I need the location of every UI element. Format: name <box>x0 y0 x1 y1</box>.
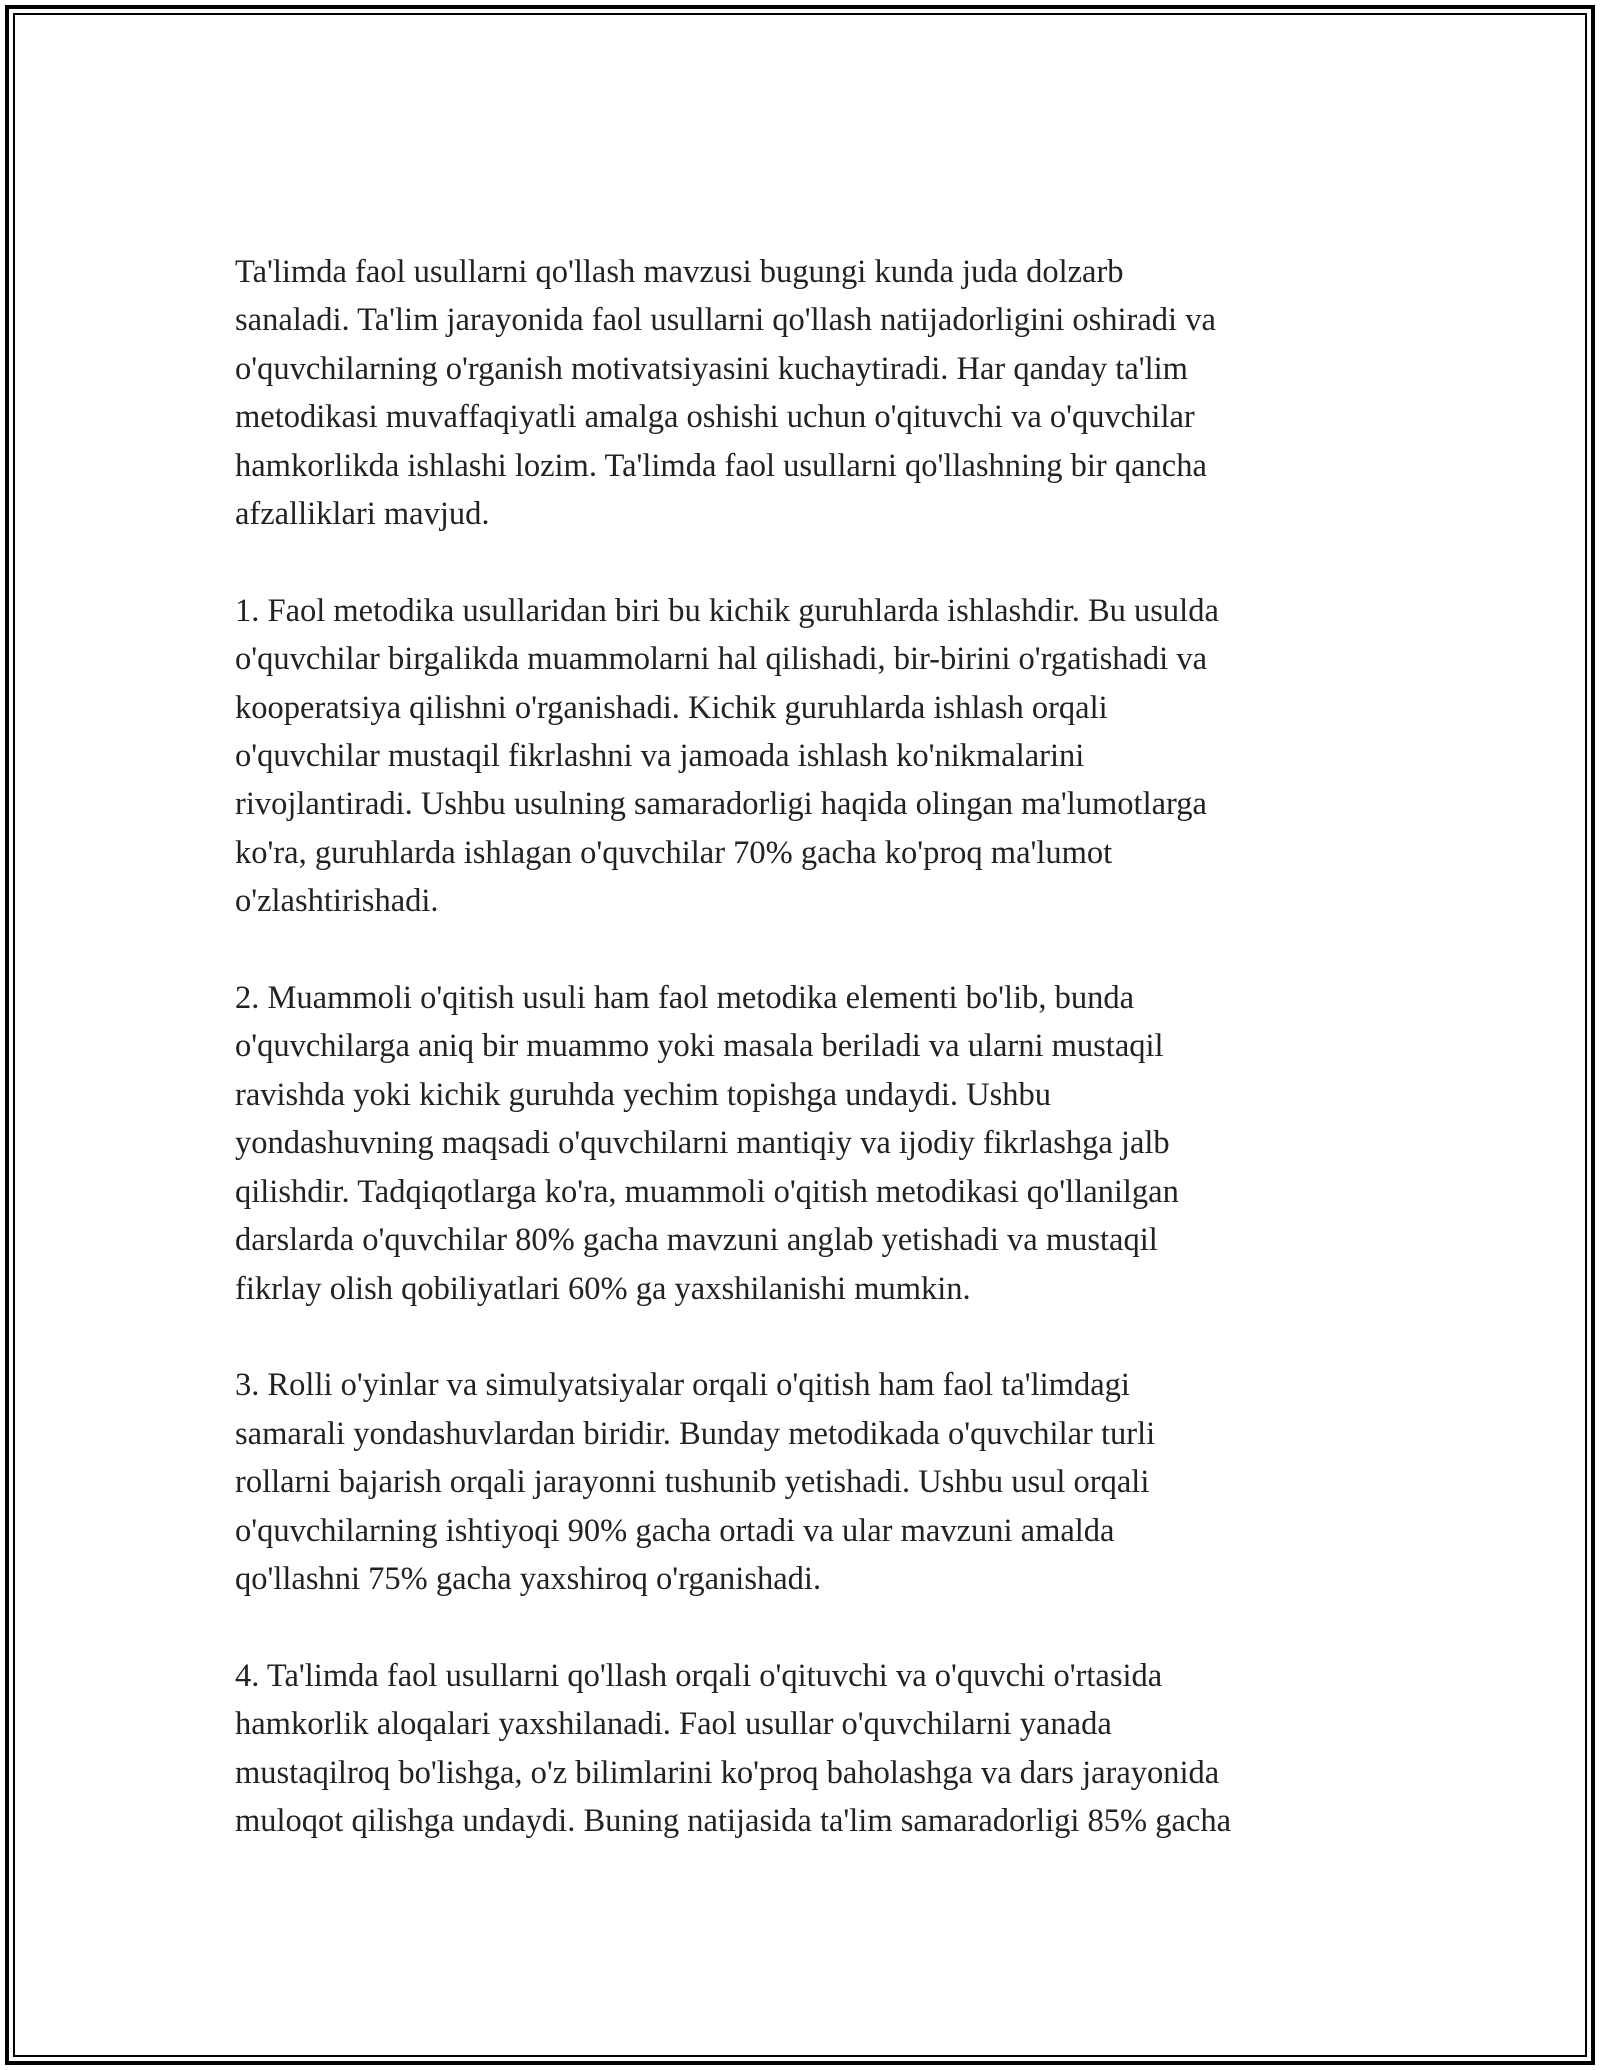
point-3-paragraph: 3. Rolli o'yinlar va simulyatsiyalar orqali o'qitish ham faol ta'limdagi samarali yondashuvlardan biridir. Bunday metodikada o'quvchilar turli rollarni bajarish orqali jarayonni tushunib yetishadi. Ushbu usul orqali o'quvchilarning ishtiyoqi 90% gacha ortadi va ular mavzuni amalda qo'llashni 75% gacha yaxshiroq o'rganishadi. <box>235 1367 1156 1597</box>
point-1-paragraph: 1. Faol metodika usullaridan biri bu kichik guruhlarda ishlashdir. Bu usulda o'quvchilar birgalikda muammolarni hal qilishadi, bir-birini o'rgatishadi va kooperatsiya qilishni o'rganishadi. Kichik guruhlarda ishlash orqali o'quvchilar mustaqil fikrlashni va jamoada ishlash ko'nikmalarini rivojlantiradi. Ushbu usulning samaradorligi haqida olingan ma'lumotlarga ko'ra, guruhlarda ishlagan o'quvchilar 70% gacha ko'proq ma'lumot o'zlashtirishadi. <box>235 592 1219 920</box>
document-body <box>235 248 1385 1894</box>
point-4-paragraph: 4. Ta'limda faol usullarni qo'llash orqali o'qituvchi va o'quvchi o'rtasida hamkorlik aloqalari yaxshilanadi. Faol usullar o'quvchilarni yanada mustaqilroq bo'lishga, o'z bilimlarini ko'proq baholashga va dars jarayonida muloqot qilishga undaydi. Buning natijasida ta'lim samaradorligi 85% gacha <box>235 1657 1232 1839</box>
point-2-paragraph: 2. Muammoli o'qitish usuli ham faol metodika elementi bo'lib, bunda o'quvchilarga aniq bir muammo yoki masala beriladi va ularni mustaqil ravishda yoki kichik guruhda yechim topishga undaydi. Ushbu yondashuvning maqsadi o'quvchilarni mantiqiy va ijodiy fikrlashga jalb qilishdir. Tadqiqotlarga ko'ra, muammoli o'qitish metodikasi qo'llanilgan darslarda o'quvchilar 80% gacha mavzuni anglab yetishadi va mustaqil fikrlay olish qobiliyatlari 60% ga yaxshilanishi mumkin. <box>235 980 1179 1307</box>
intro-paragraph: Ta'limda faol usullarni qo'llash mavzusi bugungi kunda juda dolzarb sanaladi. Ta'lim jarayonida faol usullarni qo'llash natijadorligini oshiradi va o'quvchilarning o'rganish motivatsiyasini kuchaytiradi. Har qanday ta'lim metodikasi muvaffaqiyatli amalga oshishi uchun o'qituvchi va o'quvchilar hamkorlikda ishlashi lozim. Ta'limda faol usullarni qo'llashning bir qancha afzalliklari mavjud. <box>235 254 1216 533</box>
